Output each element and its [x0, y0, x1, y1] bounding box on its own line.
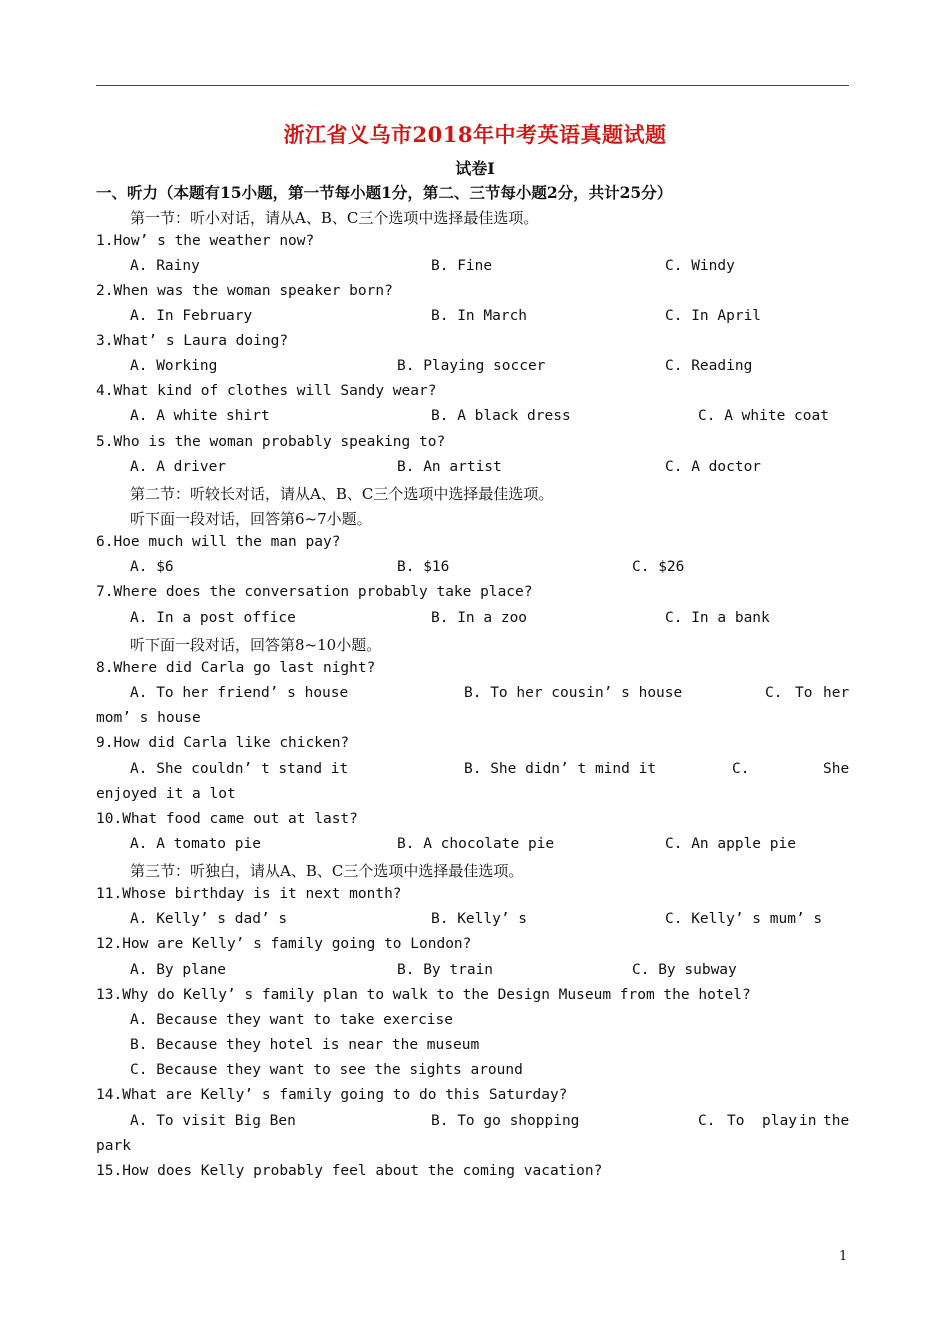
- q11-option-c: C. Kelly’ s mum’ s: [665, 911, 823, 927]
- q9-option-c-continued: enjoyed it a lot: [96, 786, 236, 802]
- note-8-10: 听下面一段对话，回答第8~10小题。: [130, 636, 382, 654]
- q9-option-c-letter: C.: [732, 761, 750, 777]
- q14-option-a: A. To visit Big Ben: [130, 1113, 296, 1129]
- q6-option-a: A. $6: [130, 559, 174, 575]
- q1-option-c: C. Windy: [665, 258, 735, 274]
- part1-instruction: 第一节：听小对话，请从A、B、C三个选项中选择最佳选项。: [130, 209, 539, 227]
- q10-option-b: B. A chocolate pie: [397, 836, 555, 852]
- question-5: 5.Who is the woman probably speaking to?: [96, 434, 446, 450]
- part2-instruction: 第二节：听较长对话，请从A、B、C三个选项中选择最佳选项。: [130, 485, 554, 503]
- q1-option-b: B. Fine: [431, 258, 493, 274]
- q10-option-a: A. A tomato pie: [130, 836, 261, 852]
- q4-option-a: A. A white shirt: [130, 408, 270, 424]
- q8-option-b: B. To her cousin’ s house: [464, 685, 683, 701]
- q12-option-a: A. By plane: [130, 962, 227, 978]
- question-12: 12.How are Kelly’ s family going to London?: [96, 936, 472, 952]
- paper-subtitle: 试卷Ⅰ: [455, 159, 495, 178]
- q14-option-c-letter: C.: [698, 1113, 716, 1129]
- q8-option-c-word: To: [795, 685, 813, 701]
- q12-option-b: B. By train: [397, 962, 494, 978]
- q10-option-c: C. An apple pie: [665, 836, 796, 852]
- q8-option-c-continued: mom’ s house: [96, 710, 201, 726]
- q5-option-c: C. A doctor: [665, 459, 762, 475]
- q14-option-c-word: the: [823, 1113, 850, 1129]
- q13-option-b: B. Because they hotel is near the museum: [130, 1037, 480, 1053]
- page-number: 1: [839, 1249, 848, 1264]
- question-8: 8.Where did Carla go last night?: [96, 660, 376, 676]
- q1-option-a: A. Rainy: [130, 258, 200, 274]
- question-9: 9.How did Carla like chicken?: [96, 735, 350, 751]
- q2-option-a: A. In February: [130, 308, 253, 324]
- section-header: 一、听力（本题有15小题，第一节每小题1分，第二、三节每小题2分，共计25分）: [96, 183, 673, 202]
- q8-option-c-word: her: [823, 685, 850, 701]
- q2-option-c: C. In April: [665, 308, 762, 324]
- q2-option-b: B. In March: [431, 308, 528, 324]
- q7-option-a: A. In a post office: [130, 610, 296, 626]
- q14-option-c-word: To: [727, 1113, 745, 1129]
- q4-option-c: C. A white coat: [698, 408, 829, 424]
- q14-option-c-word: play: [762, 1113, 797, 1129]
- question-15: 15.How does Kelly probably feel about the coming vacation?: [96, 1163, 603, 1179]
- q9-option-a: A. She couldn’ t stand it: [130, 761, 349, 777]
- page-title: 浙江省义乌市2018年中考英语真题试题: [283, 122, 667, 147]
- q3-option-a: A. Working: [130, 358, 218, 374]
- question-14: 14.What are Kelly’ s family going to do this Saturday?: [96, 1087, 568, 1103]
- question-10: 10.What food came out at last?: [96, 811, 358, 827]
- q7-option-b: B. In a zoo: [431, 610, 528, 626]
- question-7: 7.Where does the conversation probably take place?: [96, 584, 533, 600]
- question-4: 4.What kind of clothes will Sandy wear?: [96, 383, 437, 399]
- question-6: 6.Hoe much will the man pay?: [96, 534, 341, 550]
- q9-option-b: B. She didn’ t mind it: [464, 761, 657, 777]
- q14-option-c-continued: park: [96, 1138, 131, 1154]
- q5-option-b: B. An artist: [397, 459, 502, 475]
- q8-option-a: A. To her friend’ s house: [130, 685, 349, 701]
- q7-option-c: C. In a bank: [665, 610, 770, 626]
- q6-option-c: C. $26: [632, 559, 685, 575]
- q11-option-a: A. Kelly’ s dad’ s: [130, 911, 288, 927]
- q13-option-a: A. Because they want to take exercise: [130, 1012, 454, 1028]
- question-1: 1.How’ s the weather now?: [96, 233, 315, 249]
- q14-option-c-word: in: [799, 1113, 817, 1129]
- q5-option-a: A. A driver: [130, 459, 227, 475]
- q14-option-b: B. To go shopping: [431, 1113, 580, 1129]
- question-2: 2.When was the woman speaker born?: [96, 283, 393, 299]
- q6-option-b: B. $16: [397, 559, 450, 575]
- note-6-7: 听下面一段对话，回答第6~7小题。: [130, 510, 372, 528]
- part3-instruction: 第三节：听独白，请从A、B、C三个选项中选择最佳选项。: [130, 862, 524, 880]
- q8-option-c-letter: C.: [765, 685, 783, 701]
- q4-option-b: B. A black dress: [431, 408, 571, 424]
- q12-option-c: C. By subway: [632, 962, 737, 978]
- question-13: 13.Why do Kelly’ s family plan to walk to the Design Museum from the hotel?: [96, 987, 751, 1003]
- q11-option-b: B. Kelly’ s: [431, 911, 528, 927]
- header-rule: [96, 85, 849, 86]
- question-3: 3.What’ s Laura doing?: [96, 333, 289, 349]
- q13-option-c: C. Because they want to see the sights around: [130, 1062, 523, 1078]
- q9-option-c-word: She: [823, 761, 850, 777]
- q3-option-c: C. Reading: [665, 358, 753, 374]
- question-11: 11.Whose birthday is it next month?: [96, 886, 402, 902]
- q3-option-b: B. Playing soccer: [397, 358, 546, 374]
